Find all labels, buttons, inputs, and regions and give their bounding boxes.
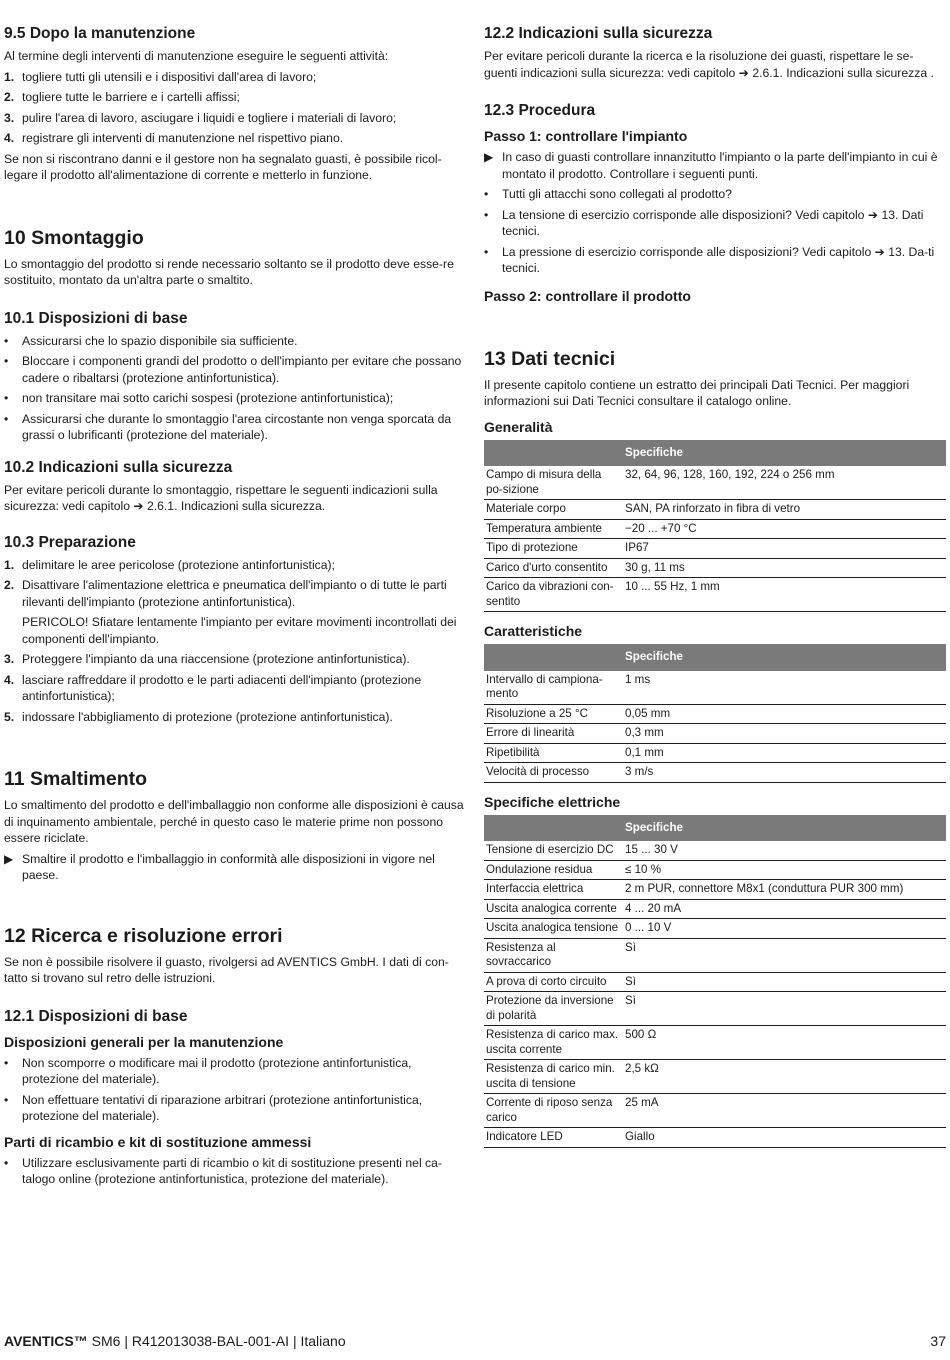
step-1-title: Passo 1: controllare l'impianto — [484, 128, 688, 144]
list-item: 3. pulire l'area di lavoro, asciugare i liquidi e togliere i materiali di lavoro; — [4, 110, 397, 125]
table-row: Carico d'urto consentito 30 g, 11 ms — [484, 558, 946, 578]
table-general-title: Generalità — [484, 418, 553, 435]
table-row: Temperatura ambiente −20 ... +70 °C — [484, 519, 946, 539]
chapter-13-text: Il presente capitolo contiene un estratto dei principali Dati Tecnici. Per maggiori informazioni sui Dati Tecnici consultare il catalogo online. — [484, 377, 910, 408]
list-item: • Non effettuare tentativi di riparazione arbitrari (protezione antinfortunistica, protezione del materiale). — [4, 1092, 423, 1123]
page-footer — [4, 1332, 946, 1350]
list-item: 4. lasciare raffreddare il prodotto e le parti adiacenti dell'impianto (protezione antinfortunistica); — [4, 672, 422, 703]
section-10-2-text: Per evitare pericoli durante lo smontaggio, rispettare le seguenti indicazioni sulla sicurezza: vedi capitolo ➔ 2.6.1. Indicazioni sulla sicurezza. — [4, 482, 438, 513]
table-row: Indicatore LED Giallo — [484, 1128, 946, 1148]
table-row: Protezione da inversione di polarità Sì — [484, 992, 946, 1026]
table-row: Risoluzione a 25 °C 0,05 mm — [484, 704, 946, 724]
header-specifiche: Specifiche — [623, 644, 946, 671]
list-item: • Assicurarsi che lo spazio disponibile sia sufficiente. — [4, 333, 298, 348]
section-10-1-title: 10.1 Disposizioni di base — [4, 309, 188, 327]
header-specifiche: Specifiche — [623, 815, 946, 842]
danger-label: PERICOLO! — [22, 615, 89, 629]
table-row: Corrente di riposo senza carico 25 mA — [484, 1094, 946, 1128]
table-row: Uscita analogica tensione 0 ... 10 V — [484, 919, 946, 939]
section-12-1-sub2: Parti di ricambio e kit di sostituzione ammessi — [4, 1133, 312, 1150]
section-12-3-title: 12.3 Procedura — [484, 102, 596, 119]
chapter-11-text: Lo smaltimento del prodotto e dell'imballaggio non conforme alle disposizioni è causa di inquinamento ambientale, perché in questo caso le materie prime non possono essere riciclate. — [4, 798, 464, 845]
list-item: 4. registrare gli interventi di manutenzione nel rispettivo piano. — [4, 131, 344, 145]
list-item: • Tutti gli attacchi sono collegati al prodotto? — [484, 187, 732, 201]
table-electrical — [484, 815, 946, 1148]
section-9-5-outro: Se non si riscontrano danni e il gestore non ha segnalato guasti, è possibile ricol-legare il prodotto all'alimentazione di corrente e metterlo in funzione. — [4, 151, 442, 182]
chapter-11-actions — [4, 851, 466, 884]
table-row: Tensione di esercizio DC 15 ... 30 V — [484, 841, 946, 860]
header-specifiche: Specifiche — [623, 440, 946, 467]
table-characteristics-title: Caratteristiche — [484, 623, 583, 639]
chapter-12-title: 12 Ricerca e risoluzione errori — [4, 924, 283, 947]
list-item: 2. Disattivare l'alimentazione elettrica e pneumatica dell'impianto o di tutte le parti rilevanti dell'impianto (protezione antinfortunistica). PERICOLO! Sfiatare lentamente l'impianto per evitare movimenti incontrollati dei componenti dell'impianto. — [4, 577, 466, 647]
chapter-10-text: Lo smontaggio del prodotto si rende necessario soltanto se il prodotto deve esse-re sostituito, montato da un'altra parte o smaltito. — [4, 256, 454, 287]
section-12-2-text: Per evitare pericoli durante la ricerca e la risoluzione dei guasti, rispettare le se-guenti indicazioni sulla sicurezza: vedi capitolo ➔ 2.6.1. Indicazioni sulla sicurezza . — [484, 49, 934, 80]
brand-name: AVENTICS™ — [4, 1333, 88, 1349]
table-row: Resistenza al sovraccarico Sì — [484, 938, 946, 972]
table-row: Carico da vibrazioni con-sentito 10 ... 55 Hz, 1 mm — [484, 578, 946, 612]
section-12-1-bullets1 — [4, 1055, 466, 1125]
table-row: A prova di corto circuito Sì — [484, 972, 946, 992]
chapter-13-title: 13 Dati tecnici — [484, 347, 616, 370]
section-12-1-sub1: Disposizioni generali per la manutenzione — [4, 1033, 284, 1050]
table-row: Velocità di processo 3 m/s — [484, 763, 946, 783]
danger-note: PERICOLO! Sfiatare lentamente l'impianto per evitare movimenti incontrollati dei componenti dell'impianto. — [22, 615, 457, 646]
list-item: 1. delimitare le aree pericolose (protezione antinfortunistica); — [4, 557, 335, 572]
section-12-1-bullets2 — [4, 1155, 466, 1188]
list-item: • La tensione di esercizio corrisponde alle disposizioni? Vedi capitolo ➔ 13. Dati tecnici. — [484, 207, 924, 238]
list-item: • non transitare mai sotto carichi sospesi (protezione antinfortunistica); — [4, 391, 394, 405]
table-row: Interfaccia elettrica 2 m PUR, connettore M8x1 (conduttura PUR 300 mm) — [484, 880, 946, 900]
list-item: • Bloccare i componenti grandi del prodotto o dell'impianto per evitare che possano cadere o ribaltarsi (protezione antinfortunistica). — [4, 354, 462, 385]
table-row: Ripetibilità 0,1 mm — [484, 743, 946, 763]
list-item: • Assicurarsi che durante lo smontaggio l'area circostante non venga sporcata da grassi o lubrificanti (protezione del materiale). — [4, 411, 452, 442]
table-general — [484, 440, 946, 613]
list-item: • La pressione di esercizio corrisponde alle disposizioni? Vedi capitolo ➔ 13. Da-ti tecnici. — [484, 244, 935, 275]
arrow-right-icon: ▶ — [484, 150, 494, 164]
table-row: Intervallo di campiona-mento 1 ms — [484, 671, 946, 705]
section-9-5-title: 9.5 Dopo la manutenzione — [4, 25, 196, 42]
table-row: Campo di misura della po-sizione 32, 64, 96, 128, 160, 192, 224 o 256 mm — [484, 466, 946, 500]
left-column — [4, 24, 466, 1192]
section-12-1-title: 12.1 Disposizioni di base — [4, 1007, 188, 1025]
right-column — [484, 24, 946, 1148]
list-item: 2. togliere tutte le barriere e i cartelli affissi; — [4, 90, 240, 104]
step-2-title: Passo 2: controllare il prodotto — [484, 287, 691, 304]
list-item: 3. Proteggere l'impianto da una riaccensione (protezione antinfortunistica). — [4, 652, 410, 666]
page-number: 37 — [930, 1333, 946, 1349]
table-row: Resistenza di carico min. uscita di tensione 2,5 kΩ — [484, 1060, 946, 1094]
chapter-11-title: 11 Smaltimento — [4, 768, 148, 790]
section-10-3-steps — [4, 557, 466, 726]
list-item: • Utilizzare esclusivamente parti di ricambio o kit di sostituzione presenti nel ca-talogo online (protezione antinfortunistica, protezione del materiale). — [4, 1155, 442, 1186]
table-row: Ondulazione residua ≤ 10 % — [484, 860, 946, 880]
arrow-right-icon: ▶ — [4, 851, 14, 866]
list-item: • Non scomporre o modificare mai il prodotto (protezione antinfortunistica, protezione del materiale). — [4, 1055, 412, 1086]
table-electrical-title: Specifiche elettriche — [484, 793, 621, 810]
table-row: Errore di linearità 0,3 mm — [484, 724, 946, 744]
list-item: 5. indossare l'abbigliamento di protezione (protezione antinfortunistica). — [4, 709, 393, 724]
table-header — [484, 815, 946, 842]
document-info: SM6 | R412013038-BAL-001-AI | Italiano — [87, 1333, 346, 1349]
list-item: ▶ In caso di guasti controllare innanzitutto l'impianto o la parte dell'impianto in cui è montato il prodotto. Controllare i seguenti punti. — [484, 150, 938, 181]
table-header — [484, 644, 946, 671]
table-header — [484, 440, 946, 467]
table-row: Tipo di protezione IP67 — [484, 539, 946, 559]
table-row: Materiale corpo SAN, PA rinforzato in fibra di vetro — [484, 500, 946, 520]
table-row: Uscita analogica corrente 4 ... 20 mA — [484, 899, 946, 919]
list-item: ▶ Smaltire il prodotto e l'imballaggio in conformità alle disposizioni in vigore nel paese. — [4, 851, 435, 882]
section-9-5-intro: Al termine degli interventi di manutenzione eseguire le seguenti attività: — [4, 49, 389, 63]
list-item: 1. togliere tutti gli utensili e i dispositivi dall'area di lavoro; — [4, 69, 317, 84]
section-12-2-title: 12.2 Indicazioni sulla sicurezza — [484, 25, 713, 42]
chapter-12-text: Se non è possibile risolvere il guasto, rivolgersi ad AVENTICS GmbH. I dati di con-tatto si trovano sul retro delle istruzioni. — [4, 954, 449, 985]
chapter-10-title: 10 Smontaggio — [4, 226, 144, 249]
table-row: Resistenza di carico max. uscita corrente 500 Ω — [484, 1026, 946, 1060]
section-10-3-title: 10.3 Preparazione — [4, 533, 136, 551]
section-10-1-bullets — [4, 333, 466, 444]
step-1-list — [484, 149, 946, 277]
section-9-5-steps — [4, 69, 466, 147]
section-10-2-title: 10.2 Indicazioni sulla sicurezza — [4, 458, 233, 476]
table-characteristics — [484, 644, 946, 783]
